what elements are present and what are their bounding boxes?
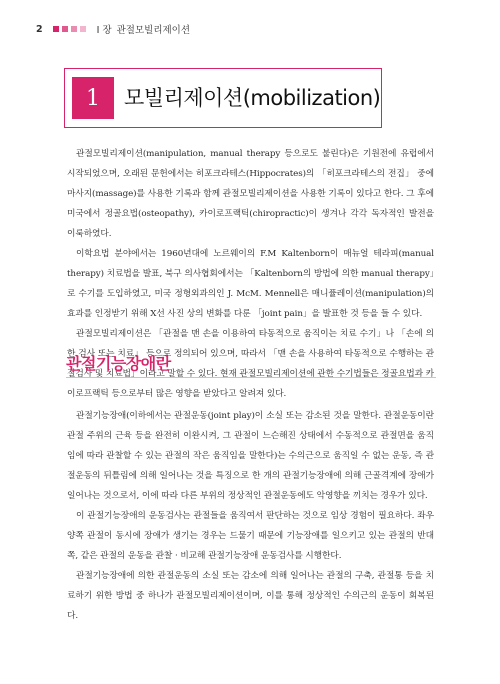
section-number-badge: 1 <box>72 77 114 119</box>
header-square-4 <box>80 26 86 32</box>
paragraph: 이학요법 분야에서는 1960년대에 노르웨이의 F.M Kaltenborn이 매뉴얼 테라피(manual therapy) 치료법을 발표, 북구 의사협회에서는 「Kaltenborn의 방법에 의한 manual therapy」로 수기를 도입하였고, 미국 정형외과의인 J. McM. Mennell은 매니퓰레이션(manipulation)의 효과를 인정받기 위해 X선 사진 상의 변화를 다룬 「joint pain」을 발표한 것 등을 들 수 있다. <box>67 249 434 319</box>
subsection-heading: 관절기능장애란 <box>66 354 171 373</box>
section-title-box <box>64 68 382 128</box>
chapter-label: I 장 <box>96 25 112 36</box>
heading-divider <box>66 377 436 378</box>
running-header <box>36 22 464 36</box>
section-title: 모빌리제이션(mobilization) <box>124 86 381 110</box>
paragraph: 관절기능장애에 의한 관절운동의 소실 또는 감소에 의해 일어나는 관절의 구축, 관절통 등을 치료하기 위한 방법 중 하나가 관절모빌리제이션이며, 이를 통해 정상적인 수의근의 운동이 회복된다. <box>67 571 434 621</box>
header-square-1 <box>53 26 59 32</box>
page-number: 2 <box>36 23 43 35</box>
chapter-title: 관절모빌리제이션 <box>116 25 191 36</box>
section2-body <box>67 406 434 626</box>
header-square-2 <box>62 26 68 32</box>
header-square-3 <box>71 26 77 32</box>
paragraph: 관절모빌리제이션은 「관절을 맨 손을 이용하여 타동적으로 움직이는 치료 수기」나 「손에 의한 검사 또는 치료」 등으로 정의되어 있으며, 따라서 「맨 손을 사용하여 타동적으로 수행하는 관절검사 및 치료법」이라고 말할 수 있다. 현재 관절모빌리제이션에 관한 수기법들은 정골요법과 카이로프랙틱 등으로부터 많은 영향을 받았다고 알려져 있다. <box>67 329 434 399</box>
paragraph: 관절기능장애(이하에서는 관절운동(joint play)이 소실 또는 감소된 것을 말한다. 관절운동이란 관절 주위의 근육 등을 완전히 이완시켜, 그 관절이 느슨해진 상태에서 수동적으로 관절면을 움직임에 따라 관찰할 수 있는 관절의 작은 움직임을 말한다)는 수의근으로 움직일 수 없는 운동, 즉 관절운동의 뒤틀림에 의해 일어나는 것을 특징으로 한 개의 관절기능장애에 의해 근골격계에 장애가 일어나는 것으로서, 이에 따라 다른 부위의 정상적인 관절운동에도 악영향을 끼치는 경우가 있다. <box>67 411 434 501</box>
paragraph: 이 관절기능장애의 운동검사는 관절들을 움직여서 판단하는 것으로 임상 경험이 필요하다. 좌우 양쪽 관절이 동시에 장애가 생기는 경우는 드물기 때문에 기능장애를 일으키고 있는 관절의 반대쪽, 같은 관절의 운동을 관찰 · 비교해 관절기능장애 운동검사를 시행한다. <box>67 511 434 561</box>
paragraph: 관절모빌리제이션(manipulation, manual therapy 등으로도 불린다)은 기원전에 유럽에서 시작되었으며, 오래된 문헌에서는 히포크라테스(Hippocrates)의 「히포크라테스의 전집」 중에 마사지(massage)를 사용한 기록과 함께 관절모빌리제이션을 사용한 기록이 있다고 한다. 그 후에 미국에서 정골요법(osteopathy), 카이로프랙틱(chiropractic)이 생겨나 각각 독자적인 발전을 이룩하였다. <box>67 149 434 239</box>
